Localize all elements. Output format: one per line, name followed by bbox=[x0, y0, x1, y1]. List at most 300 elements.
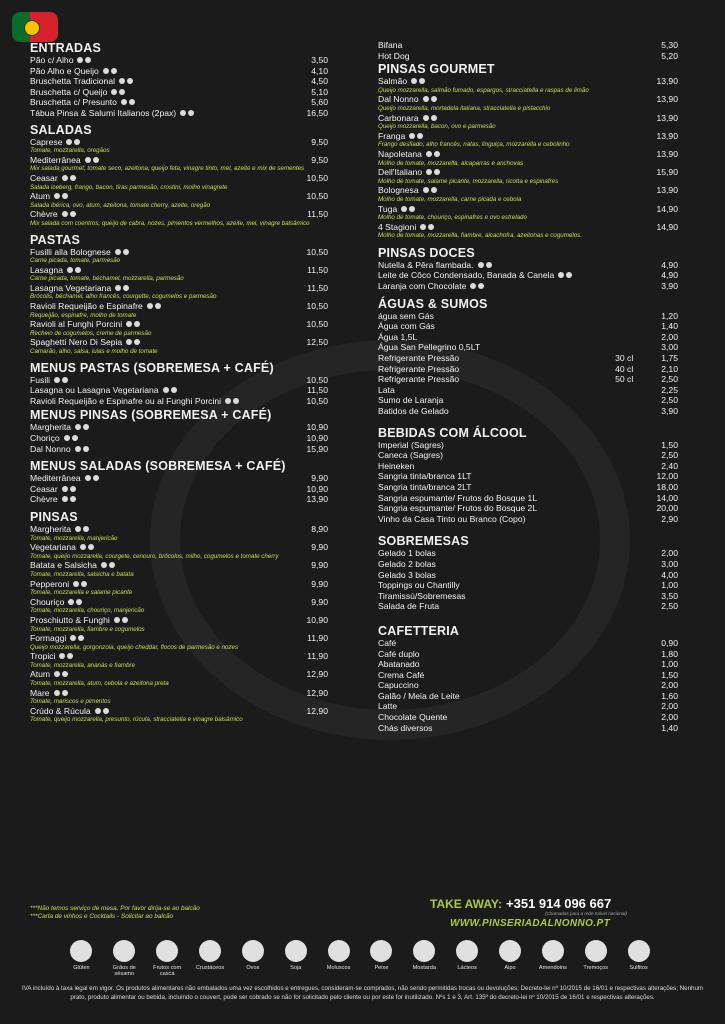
menu-item[interactable] bbox=[30, 191, 328, 202]
allergen-label: Mostarda bbox=[412, 965, 436, 971]
item-name: Lasagna Vegetariana bbox=[30, 282, 112, 293]
item-name: Refrigerante Pressão bbox=[378, 374, 460, 385]
allergen-item bbox=[531, 940, 574, 978]
item-name: Margherita bbox=[30, 422, 72, 433]
allergen-symbol-icon bbox=[199, 940, 221, 962]
item-name-wrap bbox=[30, 494, 76, 505]
menu-item[interactable] bbox=[378, 185, 678, 196]
item-name: Café duplo bbox=[378, 648, 420, 659]
take-away-label: TAKE AWAY: bbox=[430, 897, 503, 911]
item-name-wrap bbox=[378, 374, 459, 385]
menu-item[interactable] bbox=[378, 149, 678, 160]
item-name: Sangria tinta/branca 2LT bbox=[378, 481, 472, 492]
menu-item[interactable] bbox=[378, 649, 678, 660]
allergen-icon bbox=[70, 211, 76, 217]
allergen-icons bbox=[54, 193, 68, 199]
item-price: 12,50 bbox=[306, 337, 328, 348]
item-description: Tomate, mozzarella, fiambre e cogumelos bbox=[30, 625, 145, 633]
allergen-icon bbox=[85, 57, 91, 63]
item-name-wrap bbox=[30, 173, 76, 184]
item-name-wrap bbox=[30, 375, 68, 386]
menu-item[interactable] bbox=[378, 131, 678, 142]
allergen-icon bbox=[115, 249, 121, 255]
item-description: Carne picada, tomate, béchamel, mozzarella, parmesão bbox=[30, 275, 184, 283]
allergen-icon bbox=[431, 115, 437, 121]
menu-item[interactable] bbox=[30, 422, 328, 433]
item-name-wrap bbox=[378, 601, 439, 612]
allergen-icons bbox=[62, 175, 76, 181]
item-price: 1,40 bbox=[661, 321, 678, 332]
item-name: Franga bbox=[378, 130, 406, 141]
menu-item[interactable] bbox=[30, 87, 328, 98]
menu-item[interactable] bbox=[378, 580, 678, 591]
menu-item[interactable] bbox=[30, 155, 328, 166]
menu-item[interactable] bbox=[378, 570, 678, 581]
item-name: Chouriço bbox=[30, 596, 65, 607]
menu-item[interactable] bbox=[30, 319, 328, 330]
item-price: 14,90 bbox=[656, 203, 678, 214]
menu-item[interactable] bbox=[378, 321, 678, 332]
allergen-label: Tremoços bbox=[583, 965, 609, 971]
allergen-icons bbox=[64, 435, 78, 441]
menu-item[interactable] bbox=[378, 440, 678, 451]
item-name: Mare bbox=[30, 687, 50, 698]
menu-item[interactable] bbox=[378, 204, 678, 215]
item-price: 3,90 bbox=[661, 281, 678, 292]
item-price: 2,50 bbox=[661, 601, 678, 612]
item-name: Laranja com Chocolate bbox=[378, 281, 467, 292]
item-name-wrap bbox=[30, 137, 80, 148]
menu-item[interactable] bbox=[30, 108, 328, 119]
menu-item[interactable] bbox=[378, 701, 678, 712]
menu-item[interactable] bbox=[30, 433, 328, 444]
allergen-icons bbox=[111, 89, 125, 95]
menu-item[interactable] bbox=[378, 680, 678, 691]
item-name: Sangria espumante/ Frutos do Bosque 2L bbox=[378, 503, 538, 514]
item-price: 10,50 bbox=[306, 301, 328, 312]
allergen-icon bbox=[75, 446, 81, 452]
menu-section bbox=[378, 62, 678, 240]
allergen-icons bbox=[85, 157, 99, 163]
allergen-icons bbox=[54, 377, 68, 383]
menu-item[interactable] bbox=[378, 113, 678, 124]
allergen-symbol-icon bbox=[628, 940, 650, 962]
menu-item[interactable] bbox=[378, 503, 678, 514]
item-name: Toppings ou Chantilly bbox=[378, 580, 460, 591]
allergen-item bbox=[231, 940, 274, 978]
item-description: Mix salada com coentros, queijo de cabra, nozes, pimentos vermelhos, azeite, mel, vinagre balsâmico bbox=[30, 219, 310, 227]
menu-item[interactable] bbox=[30, 560, 328, 571]
menu-item[interactable] bbox=[378, 514, 678, 525]
item-name-wrap bbox=[30, 319, 140, 330]
menu-item[interactable] bbox=[30, 396, 328, 407]
menu-item[interactable] bbox=[378, 461, 678, 472]
menu-item[interactable] bbox=[378, 260, 678, 271]
allergen-icon bbox=[420, 224, 426, 230]
item-name: água sem Gás bbox=[378, 310, 434, 321]
menu-section bbox=[378, 426, 678, 525]
menu-item[interactable] bbox=[30, 494, 328, 505]
allergen-label: Sulfitos bbox=[629, 965, 648, 971]
menu-item[interactable] bbox=[30, 524, 328, 535]
item-price: 4,90 bbox=[661, 259, 678, 270]
item-name-wrap bbox=[30, 396, 239, 407]
allergen-icon bbox=[109, 562, 115, 568]
menu-item[interactable] bbox=[378, 406, 678, 417]
allergen-icons bbox=[68, 599, 82, 605]
menu-item[interactable] bbox=[378, 353, 678, 364]
menu-item[interactable] bbox=[30, 283, 328, 294]
section-title: BEBIDAS COM ÁLCOOL bbox=[378, 425, 527, 440]
allergen-item bbox=[60, 940, 103, 978]
allergen-icons bbox=[478, 262, 492, 268]
item-name: Bruschetta Tradicional bbox=[30, 76, 116, 87]
item-name: Pão Alho e Queijo bbox=[30, 65, 99, 76]
item-name: Chèvre bbox=[30, 209, 58, 220]
item-description: Mix salada gourmet, tomate seco, azeitona, queijo feta, vinagre tinto, mel, azeite e mix de sementes bbox=[30, 165, 305, 173]
menu-item[interactable] bbox=[30, 484, 328, 495]
allergen-icon bbox=[78, 635, 84, 641]
item-name-wrap bbox=[30, 615, 128, 626]
allergen-icon bbox=[417, 133, 423, 139]
item-name: Ravioli al Funghi Porcini bbox=[30, 319, 123, 330]
allergen-icon bbox=[103, 708, 109, 714]
note-wine-list: ***Carta de vinhos e Cocktails - Solicitar ao balcão bbox=[30, 913, 174, 920]
item-name: Tiramissú/Sobremesas bbox=[378, 590, 466, 601]
allergen-label: Grãos de sésamo bbox=[112, 965, 136, 978]
menu-item[interactable] bbox=[30, 76, 328, 87]
allergen-icon bbox=[95, 708, 101, 714]
item-name-wrap bbox=[30, 444, 89, 455]
menu-item[interactable] bbox=[30, 209, 328, 220]
menu-item[interactable] bbox=[30, 597, 328, 608]
menu-section bbox=[378, 534, 678, 612]
allergen-icon bbox=[54, 377, 60, 383]
allergen-icons bbox=[75, 424, 89, 430]
menu-item[interactable] bbox=[30, 385, 328, 396]
item-price: 11,90 bbox=[307, 651, 328, 662]
item-name-wrap bbox=[30, 337, 140, 348]
menu-item[interactable] bbox=[378, 712, 678, 723]
item-price: 3,50 bbox=[661, 590, 678, 601]
menu-item[interactable] bbox=[30, 473, 328, 484]
menu-item[interactable] bbox=[378, 471, 678, 482]
menu-item[interactable] bbox=[378, 559, 678, 570]
item-description: Queijo mozzarella, salmão fumado, espargos, stracciatella e raspas de limão bbox=[378, 86, 589, 94]
item-name-wrap bbox=[30, 579, 87, 590]
item-name: Ceasar bbox=[30, 172, 58, 183]
legal-text: IVA incluído à taxa legal em vigor. Os produtos alimentares não embalados uma vez escolhidos e entregues, consideram-se comprados, não sendo permitidas trocas ou devoluções; Decreto-lei nº 10/2015 de 16/01 e respectivas alterações; Nenhum prato, produto alimentar ou bebida, incluindo o couvert, pode ser cobrado se não for solicitado pelo cliente ou por este for inutilizado. Nºs 1 e 3, Art. 135º do decreto-lei nº 10/2015 de 16/01 e respectivas alterações. bbox=[21, 985, 704, 1001]
item-price: 1,00 bbox=[661, 580, 678, 591]
item-price: 1,50 bbox=[661, 439, 678, 450]
allergen-icon bbox=[54, 690, 60, 696]
menu-item[interactable] bbox=[378, 374, 678, 385]
item-price: 11,50 bbox=[307, 385, 328, 396]
menu-item[interactable] bbox=[30, 375, 328, 386]
menu-item[interactable] bbox=[378, 659, 678, 670]
item-name: Lata bbox=[378, 384, 395, 395]
item-description: Tomate, queijo mozzarella, presunto, rúcula, stracciatella e vinagre balsâmico bbox=[30, 716, 243, 724]
menu-item[interactable] bbox=[378, 40, 678, 51]
item-name: Sumo de Laranja bbox=[378, 395, 444, 406]
item-name-wrap bbox=[30, 209, 76, 220]
item-price: 10,50 bbox=[306, 395, 328, 406]
item-price: 2,25 bbox=[661, 384, 678, 395]
allergen-icons bbox=[423, 115, 437, 121]
menu-item[interactable] bbox=[30, 66, 328, 77]
item-name-wrap bbox=[378, 342, 480, 353]
menu-item[interactable] bbox=[378, 94, 678, 105]
item-price: 13,90 bbox=[656, 185, 678, 196]
item-name: Dal Nonno bbox=[378, 94, 419, 105]
item-name-wrap bbox=[30, 97, 135, 108]
menu-item[interactable] bbox=[378, 548, 678, 559]
menu-item[interactable] bbox=[378, 51, 678, 62]
item-description: Salada ibérica, ovo, atum, azeitona, tomate cherry, azeite, oregão bbox=[30, 201, 211, 209]
menu-item[interactable] bbox=[378, 638, 678, 649]
menu-item[interactable] bbox=[30, 55, 328, 66]
allergen-icons bbox=[147, 303, 161, 309]
allergen-icon bbox=[68, 599, 74, 605]
menu-item[interactable] bbox=[30, 173, 328, 184]
allergen-icon bbox=[111, 68, 117, 74]
item-name-wrap bbox=[378, 461, 414, 472]
item-price: 11,90 bbox=[307, 633, 328, 644]
menu-item[interactable] bbox=[30, 337, 328, 348]
allergen-item bbox=[274, 940, 317, 978]
portugal-flag-icon[interactable] bbox=[12, 12, 58, 42]
allergen-item bbox=[574, 940, 617, 978]
allergen-icon bbox=[75, 424, 81, 430]
allergen-icon bbox=[66, 139, 72, 145]
item-price: 2,00 bbox=[661, 680, 678, 691]
item-name-wrap bbox=[378, 167, 440, 178]
item-price: 2,90 bbox=[661, 513, 678, 524]
item-description: Tomate, mozzarella, oregãos bbox=[30, 147, 110, 155]
allergen-icon bbox=[62, 671, 68, 677]
item-price: 11,50 bbox=[307, 264, 328, 275]
menu-item[interactable] bbox=[378, 482, 678, 493]
menu-item[interactable] bbox=[378, 601, 678, 612]
menu-section bbox=[30, 233, 328, 356]
item-name: Latte bbox=[378, 701, 398, 712]
allergen-item bbox=[317, 940, 360, 978]
item-name-wrap bbox=[378, 131, 423, 142]
section-title: PINSAS bbox=[30, 509, 78, 524]
item-price: 1,50 bbox=[661, 669, 678, 680]
item-price: 5,10 bbox=[311, 86, 328, 97]
menu-item[interactable] bbox=[30, 669, 328, 680]
item-name: Ceasar bbox=[30, 483, 58, 494]
allergen-icon bbox=[83, 446, 89, 452]
allergen-icon bbox=[62, 193, 68, 199]
item-name: Dell'Italiano bbox=[378, 167, 423, 178]
item-price: 10,90 bbox=[306, 422, 328, 433]
menu-item[interactable] bbox=[378, 332, 678, 343]
allergen-icons bbox=[80, 544, 94, 550]
item-name: Bruschetta c/ Presunto bbox=[30, 97, 117, 108]
item-name-wrap bbox=[378, 471, 471, 482]
item-description: Camarão, alho, salsa, lulas e molho de tomate bbox=[30, 348, 158, 356]
allergen-icons bbox=[77, 57, 91, 63]
item-name: Choriço bbox=[30, 433, 60, 443]
item-price: 15,90 bbox=[306, 443, 328, 454]
allergen-icon bbox=[434, 151, 440, 157]
item-name: Atum bbox=[30, 191, 51, 202]
item-name: Nutella & Pêra flambada. bbox=[378, 259, 474, 270]
menu-item[interactable] bbox=[30, 615, 328, 626]
menu-item[interactable] bbox=[378, 270, 678, 281]
menu-item[interactable] bbox=[378, 395, 678, 406]
section-title: CAFETTERIA bbox=[378, 623, 460, 638]
allergen-icon bbox=[88, 544, 94, 550]
menu-section bbox=[30, 41, 328, 119]
menu-item[interactable] bbox=[378, 222, 678, 233]
item-price: 3,00 bbox=[661, 558, 678, 569]
allergen-label: Amendoins bbox=[538, 965, 567, 971]
item-price: 13,90 bbox=[306, 494, 328, 505]
allergen-icon bbox=[119, 78, 125, 84]
item-price: 4,10 bbox=[311, 65, 328, 76]
allergen-item bbox=[446, 940, 489, 978]
allergen-icon bbox=[126, 321, 132, 327]
item-price: 2,00 bbox=[661, 712, 678, 723]
item-price: 10,50 bbox=[306, 319, 328, 330]
allergen-item bbox=[360, 940, 403, 978]
item-price: 9,50 bbox=[311, 154, 328, 165]
allergen-symbol-icon bbox=[242, 940, 264, 962]
item-description: Tomate, mozzarella, salsicha e batata bbox=[30, 570, 134, 578]
menu-item[interactable] bbox=[30, 247, 328, 258]
item-name-wrap bbox=[30, 76, 133, 87]
phone-number[interactable]: +351 914 096 667 bbox=[506, 896, 612, 911]
item-name-wrap bbox=[378, 691, 460, 702]
item-name-wrap bbox=[30, 688, 68, 699]
menu-item[interactable] bbox=[30, 706, 328, 717]
allergen-icons bbox=[75, 446, 89, 452]
menu-item[interactable] bbox=[30, 542, 328, 553]
item-name: Água com Gás bbox=[378, 321, 435, 332]
allergen-icons bbox=[420, 224, 434, 230]
allergen-icon bbox=[558, 272, 564, 278]
item-description: Molho de tomate, mozzarella, fiambre, alcachofra, azeitonas e cogumelos. bbox=[378, 232, 582, 240]
menu-section bbox=[30, 123, 328, 228]
item-name-wrap bbox=[378, 76, 425, 87]
item-name: Refrigerante Pressão bbox=[378, 353, 460, 364]
allergen-icon bbox=[114, 617, 120, 623]
item-name: Hot Dog bbox=[378, 50, 410, 61]
item-price: 3,00 bbox=[661, 342, 678, 353]
section-title: PASTAS bbox=[30, 232, 81, 247]
allergen-icon bbox=[85, 157, 91, 163]
menu-item[interactable] bbox=[30, 444, 328, 455]
item-name-wrap bbox=[30, 706, 109, 717]
item-name-wrap bbox=[30, 247, 129, 258]
allergen-icon bbox=[127, 78, 133, 84]
allergen-icon bbox=[62, 377, 68, 383]
item-price: 10,50 bbox=[306, 191, 328, 202]
item-name-wrap bbox=[378, 353, 459, 364]
item-price: 13,90 bbox=[656, 76, 678, 87]
menu-item[interactable] bbox=[378, 591, 678, 602]
menu-item[interactable] bbox=[378, 723, 678, 734]
right-column bbox=[378, 40, 678, 733]
item-price: 10,90 bbox=[306, 483, 328, 494]
item-name-wrap bbox=[30, 651, 73, 662]
menu-item[interactable] bbox=[30, 579, 328, 590]
allergen-icon bbox=[93, 475, 99, 481]
allergen-symbol-icon bbox=[113, 940, 135, 962]
menu-item[interactable] bbox=[378, 342, 678, 353]
allergen-icons bbox=[73, 581, 87, 587]
website-link[interactable]: WWW.PINSERIADALNONNO.PT bbox=[450, 918, 611, 929]
menu-item[interactable] bbox=[378, 450, 678, 461]
item-name: Galão / Meia de Leite bbox=[378, 690, 460, 701]
menu-item[interactable] bbox=[378, 364, 678, 375]
menu-item[interactable] bbox=[378, 670, 678, 681]
allergen-icon bbox=[93, 157, 99, 163]
item-name-wrap bbox=[378, 649, 420, 660]
allergen-label: Glúten bbox=[73, 965, 90, 971]
menu-item[interactable] bbox=[378, 385, 678, 396]
item-description: Molho de tomate, mozzarella, alcaparras e anchovas bbox=[378, 159, 524, 167]
menu-item[interactable] bbox=[30, 633, 328, 644]
menu-item[interactable] bbox=[30, 688, 328, 699]
allergen-icon bbox=[72, 435, 78, 441]
allergen-icons bbox=[95, 708, 109, 714]
allergen-icon bbox=[423, 115, 429, 121]
allergen-icon bbox=[85, 475, 91, 481]
allergen-item bbox=[189, 940, 232, 978]
menu-item[interactable] bbox=[378, 76, 678, 87]
menu-item[interactable] bbox=[378, 281, 678, 292]
allergen-icon bbox=[81, 581, 87, 587]
item-price: 12,90 bbox=[306, 687, 328, 698]
allergen-icon bbox=[419, 78, 425, 84]
menu-item[interactable] bbox=[378, 493, 678, 504]
menu-item[interactable] bbox=[378, 691, 678, 702]
item-name: Água San Pellegrino 0,5LT bbox=[378, 342, 481, 353]
item-price: 14,90 bbox=[656, 221, 678, 232]
allergen-item bbox=[403, 940, 446, 978]
allergen-label: Lácteos bbox=[457, 965, 477, 971]
allergen-icon bbox=[74, 139, 80, 145]
item-name-wrap bbox=[30, 560, 115, 571]
item-price: 10,50 bbox=[306, 246, 328, 257]
item-name: Pão c/ Alho bbox=[30, 55, 74, 65]
allergen-icon bbox=[103, 68, 109, 74]
allergen-icon bbox=[434, 169, 440, 175]
menu-item[interactable] bbox=[30, 97, 328, 108]
menu-item[interactable] bbox=[30, 301, 328, 312]
allergen-icon bbox=[163, 387, 169, 393]
item-price: 10,90 bbox=[306, 614, 328, 625]
allergen-icon bbox=[122, 617, 128, 623]
menu-item[interactable] bbox=[378, 167, 678, 178]
item-name: Lasagna bbox=[30, 264, 63, 275]
menu-item[interactable] bbox=[30, 651, 328, 662]
allergen-icons bbox=[70, 635, 84, 641]
menu-item[interactable] bbox=[378, 311, 678, 322]
item-price: 2,00 bbox=[661, 701, 678, 712]
item-price: 9,90 bbox=[311, 473, 328, 484]
menu-item[interactable] bbox=[30, 265, 328, 276]
allergen-icons bbox=[558, 272, 572, 278]
allergen-icon bbox=[76, 599, 82, 605]
menu-item[interactable] bbox=[30, 137, 328, 148]
item-price: 13,90 bbox=[656, 130, 678, 141]
item-name-wrap bbox=[378, 580, 460, 591]
